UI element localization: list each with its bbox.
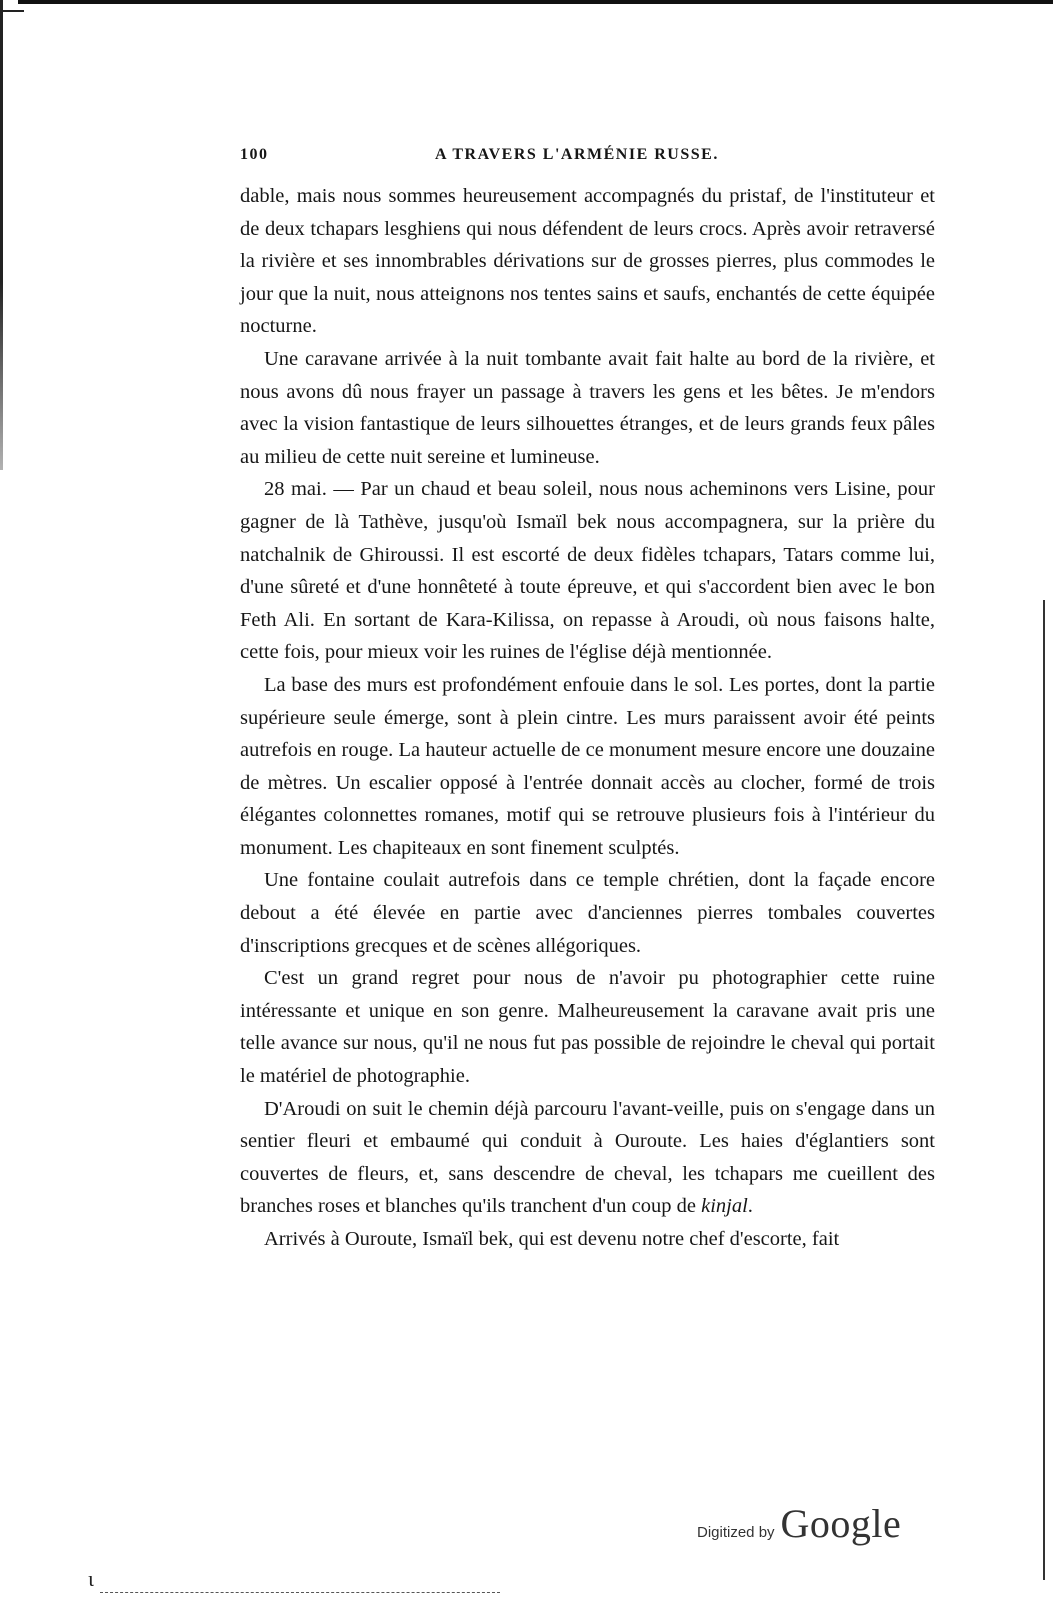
scan-edge-right [1043, 600, 1045, 1580]
paragraph-28-mai: 28 mai. — Par un chaud et beau soleil, nous nous acheminons vers Lisine, pour gagner de là Tathève, jusqu'où Ismaïl bek nous accompagnera, sur la prière du natchalnik de Ghiroussi. Il est escorté de deux fidèles tchapars, Tatars comme lui, d'une sûreté et d'une honnêteté à toute épreuve, et qui s'accordent bien avec le bon Feth Ali. En sortant de Kara-Kilissa, on repasse à Aroudi, où nous faisons halte, cette fois, pour mieux voir les ruines de l'église déjà mentionnée. [240, 478, 935, 664]
running-title: A TRAVERS L'ARMÉNIE RUSSE. [435, 146, 719, 163]
page-number: 100 [240, 146, 269, 163]
google-logo: Google [780, 1501, 902, 1546]
paragraph-aroudi-end: . [747, 1195, 753, 1218]
scan-corner-mark [0, 0, 24, 12]
body-text [240, 180, 935, 1256]
paragraph-fontaine: Une fontaine coulait autrefois dans ce temple chrétien, dont la façade encore debout a été élevée en partie avec d'anciennes pierres tombales couvertes d'inscriptions grecques et de scènes allégoriques. [240, 869, 935, 957]
running-head [240, 146, 935, 166]
paragraph-aroudi-text: D'Aroudi on suit le chemin déjà parcouru l'avant-veille, puis on s'engage dans un sentier fleuri et embaumé qui conduit à Ouroute. Les haies d'églantiers sont couvertes de fleurs, et, sans descendre de cheval, les tchapars me cueillent des branches roses et blanches qu'ils tranchent d'un coup de [240, 1097, 935, 1218]
digitized-prefix: Digitized by [697, 1524, 775, 1541]
paragraph-base-des-murs: La base des murs est profondément enfouie dans le sol. Les portes, dont la partie supérieure seule émerge, sont à plein cintre. Les murs paraissent avoir été peints autrefois en rouge. La hauteur actuelle de ce monument mesure encore une douzaine de mètres. Un escalier opposé à l'entrée donnait accès au clocher, formé de trois élégantes colonnettes romanes, motif qui se retrouve plusieurs fois à l'intérieur du monument. Les chapiteaux en sont finement sculptés. [240, 673, 935, 859]
paragraph-aroudi [240, 1093, 935, 1223]
paragraph-caravane: Une caravane arrivée à la nuit tombante avait fait halte au bord de la rivière, et nous avons dû nous frayer un passage à travers les gens et les bêtes. Je m'endors avec la vision fantastique de leurs silhouettes étranges, et de leurs grands feux pâles au milieu de cette nuit sereine et lumineuse. [240, 347, 935, 468]
italic-word-kinjal: kinjal [701, 1195, 748, 1218]
scan-edge-left [0, 0, 3, 470]
paragraph-ouroute: Arrivés à Ouroute, Ismaïl bek, qui est devenu notre chef d'escorte, fait [264, 1228, 840, 1250]
paragraph-continuation: dable, mais nous sommes heureusement accompagnés du pristaf, de l'instituteur et de deux tchapars lesghiens qui nous défendent de leurs crocs. Après avoir retraversé la rivière et ses innombrables dérivations sur de grosses pierres, plus commodes le jour que la nuit, nous atteignons nos tentes sains et saufs, enchantés de cette équipée nocturne. [240, 185, 935, 338]
paragraph-regret: C'est un grand regret pour nous de n'avoir pu photographier cette ruine intéressante et unique en son genre. Malheureusement la caravane avait pris une telle avance sur nous, qu'il ne nous fut pas possible de rejoindre le cheval qui portait le matériel de photographie. [240, 967, 935, 1088]
digitized-by-google-watermark [697, 1500, 901, 1547]
scan-artifact-mark: ι [88, 1566, 94, 1591]
book-page [240, 0, 935, 1600]
